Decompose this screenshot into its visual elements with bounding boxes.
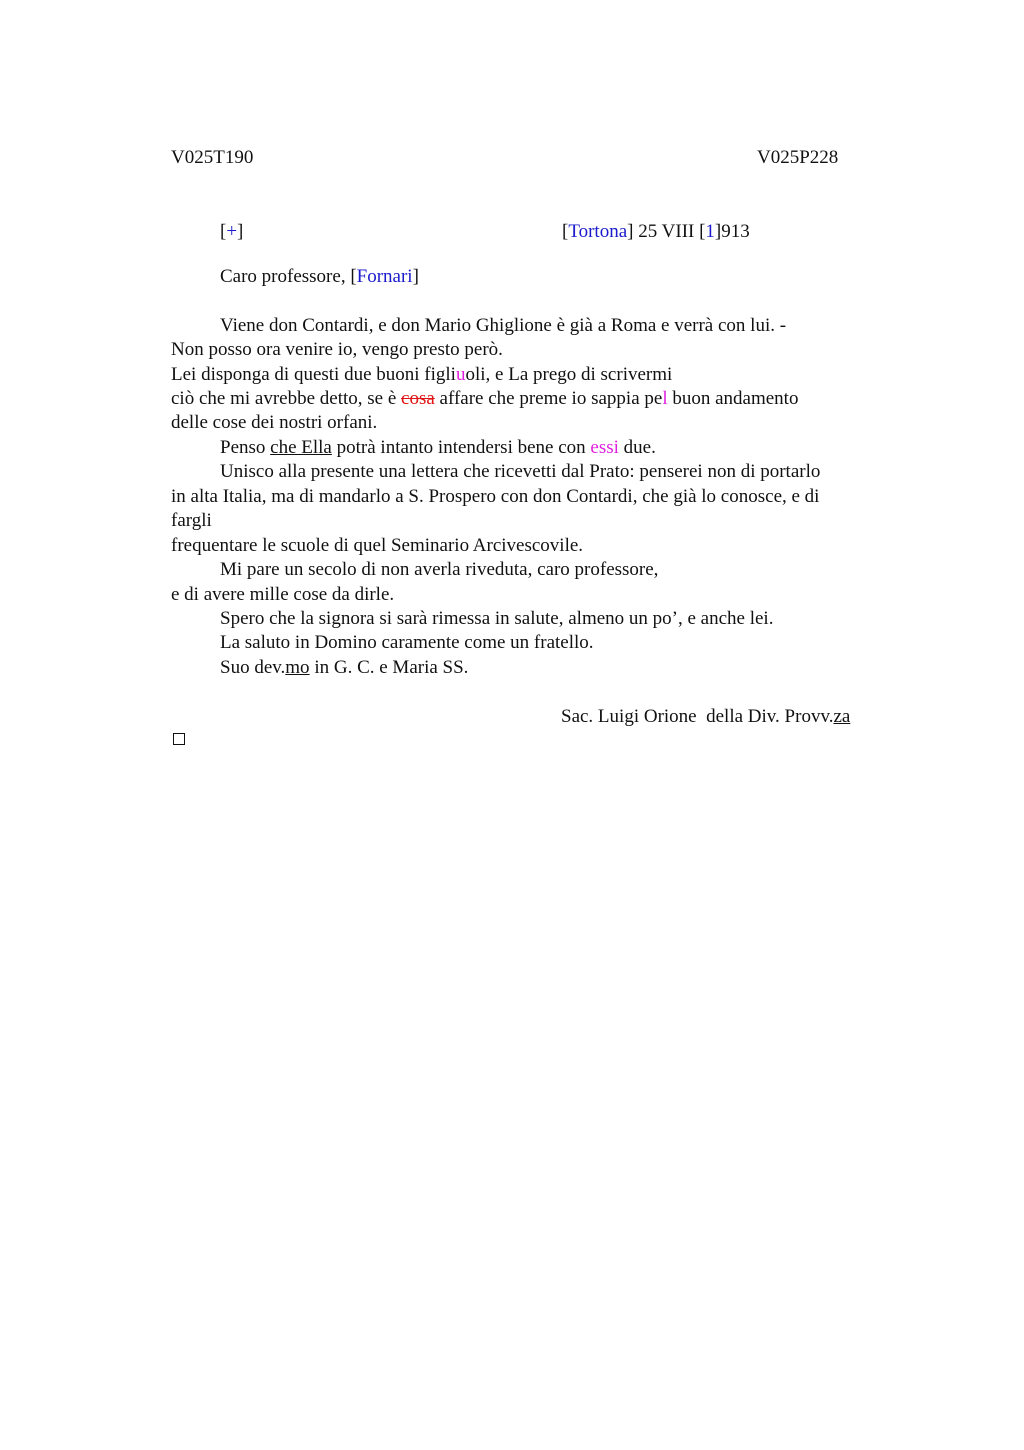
body-line: Unisco alla presente una lettera che ricevetti dal Prato: penserei non di portarlo [220, 461, 821, 482]
cross-mark: [+] [220, 221, 244, 242]
place-name: Tortona [568, 221, 628, 242]
body-line: fargli [171, 510, 212, 531]
body-line: La saluto in Domino caramente come un fratello. [220, 632, 594, 653]
body-line: Mi pare un secolo di non averla riveduta, caro professore, [220, 559, 659, 580]
body-line: delle cose dei nostri orfani. [171, 412, 378, 433]
body-line: ciò che mi avrebbe detto, se è cosa affare che preme io sappia pel buon andamento [171, 388, 799, 409]
deleted-word: cosa [401, 388, 435, 409]
body-line: Non posso ora venire io, vengo presto però. [171, 339, 503, 360]
body-line: frequentare le scuole di quel Seminario Arcivescovile. [171, 535, 584, 556]
closing-line: Suo dev.mo in G. C. e Maria SS. [220, 657, 469, 678]
body-line: Viene don Contardi, e don Mario Ghiglione è già a Roma e verrà con lui. - [220, 315, 787, 336]
body-line: Penso che Ella potrà intanto intendersi bene con essi due. [220, 437, 656, 458]
signature: Sac. Luigi Orione della Div. Provv.za [561, 706, 851, 727]
body-line: e di avere mille cose da dirle. [171, 584, 395, 605]
body-line: in alta Italia, ma di mandarlo a S. Prospero con don Contardi, che già lo conosce, e di [171, 486, 820, 507]
body-line: Spero che la signora si sarà rimessa in salute, almeno un po’, e anche lei. [220, 608, 774, 629]
body-line: Lei disponga di questi due buoni figliuoli, e La prego di scrivermi [171, 364, 673, 385]
document-code-left: V025T190 [171, 147, 254, 168]
recipient-name: Fornari [356, 266, 413, 287]
salutation: Caro professore, [Fornari] [220, 266, 419, 287]
page-code-right: V025P228 [757, 147, 839, 168]
end-marker-box [173, 733, 185, 745]
place-date: [Tortona] 25 VIII [1]913 [562, 221, 750, 242]
